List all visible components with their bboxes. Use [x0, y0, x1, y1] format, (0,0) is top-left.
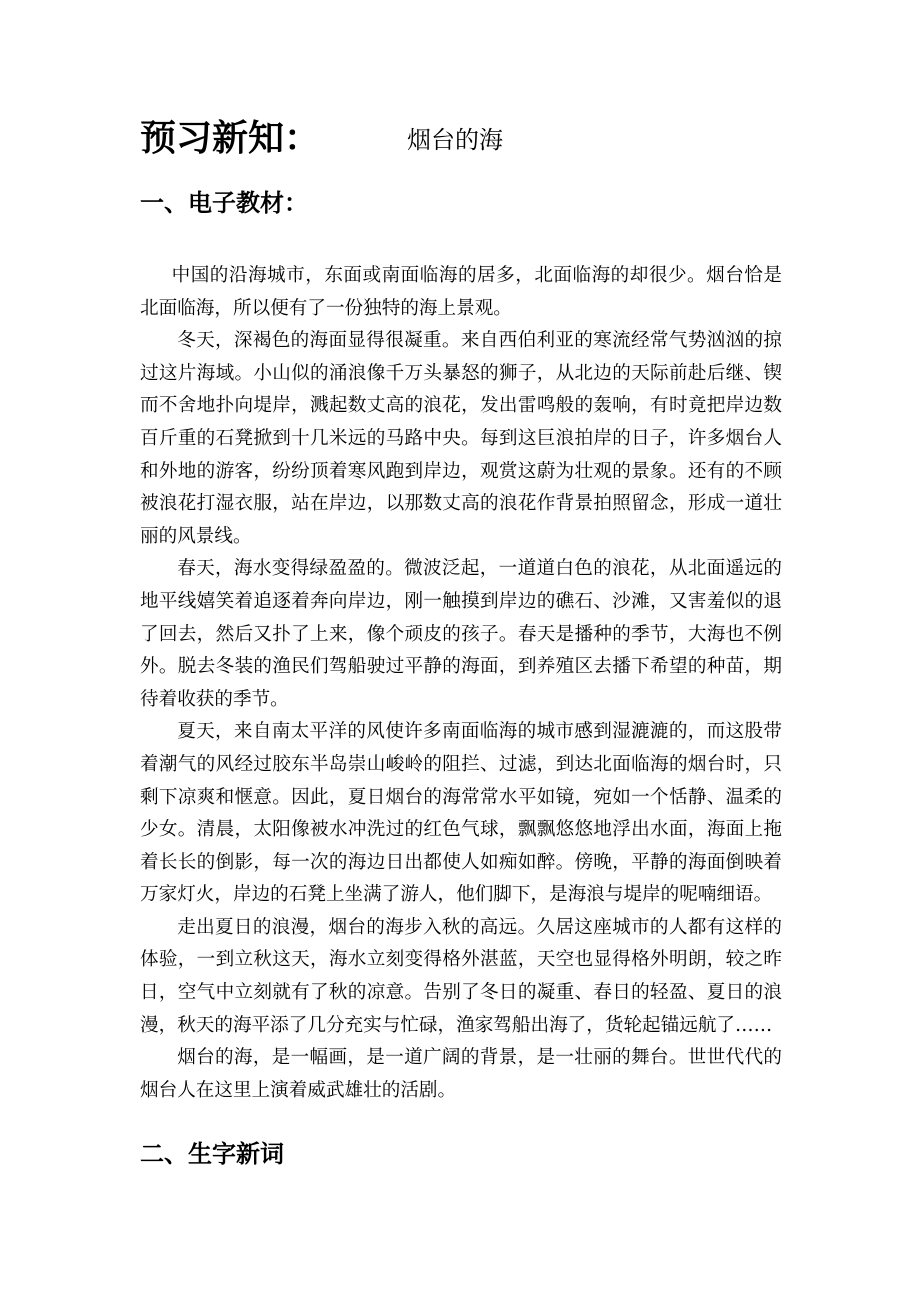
paragraph-intro: 中国的沿海城市，东面或南面临海的居多，北面临海的却很少。烟台恰是北面临海，所以便有了一份独特的海上景观。 — [140, 265, 782, 319]
lesson-title: 烟台的海 — [407, 126, 503, 154]
page-title: 预习新知： — [140, 118, 321, 159]
title-row — [140, 114, 780, 166]
article-body — [140, 260, 782, 1107]
paragraph-conclusion: 烟台的海，是一幅画，是一道广阔的背景，是一壮丽的舞台。世世代代的烟台人在这里上演着威武雄壮的活剧。 — [140, 1047, 782, 1101]
paragraph-autumn: 走出夏日的浪漫，烟台的海步入秋的高远。久居这座城市的人都有这样的体验，一到立秋这天，海水立刻变得格外湛蓝，天空也显得格外明朗，较之昨日，空气中立刻就有了秋的凉意。告别了冬日的凝重、春日的轻盈、夏日的浪漫，秋天的海平添了几分充实与忙碌，渔家驾船出海了，货轮起锚远航了…… — [140, 916, 782, 1036]
paragraph-spring: 春天，海水变得绿盈盈的。微波泛起，一道道白色的浪花，从北面遥远的地平线嬉笑着追逐着奔向岸边，刚一触摸到岸边的礁石、沙滩，又害羞似的退了回去，然后又扑了上来，像个顽皮的孩子。春天是播种的季节，大海也不例外。脱去冬装的渔民们驾船驶过平静的海面，到养殖区去播下希望的种苗，期待着收获的季节。 — [140, 558, 782, 710]
paragraph-winter: 冬天，深褐色的海面显得很凝重。来自西伯利亚的寒流经常气势汹汹的掠过这片海域。小山似的涌浪像千万头暴怒的狮子，从北边的天际前赴后继、锲而不舍地扑向堤岸，溅起数丈高的浪花，发出雷鸣般的轰响，有时竟把岸边数百斤重的石凳掀到十几米远的马路中央。每到这巨浪拍岸的日子，许多烟台人和外地的游客，纷纷顶着寒风跑到岸边，观赏这蔚为壮观的景象。还有的不顾被浪花打湿衣服，站在岸边，以那数丈高的浪花作背景拍照留念，形成一道壮丽的风景线。 — [140, 330, 782, 547]
section-heading-electronic-textbook: 一、电子教材： — [140, 189, 308, 217]
paragraph-summer: 夏天，来自南太平洋的风使许多南面临海的城市感到湿漉漉的，而这股带着潮气的风经过胶东半岛崇山峻岭的阻拦、过滤，到达北面临海的烟台时，只剩下凉爽和惬意。因此，夏日烟台的海常常水平如镜，宛如一个恬静、温柔的少女。清晨，太阳像被水冲洗过的红色气球，飘飘悠悠地浮出水面，海面上拖着长长的倒影，每一次的海边日出都使人如痴如醉。傍晚，平静的海面倒映着万家灯火，岸边的石凳上坐满了游人，他们脚下，是海浪与堤岸的呢喃细语。 — [140, 721, 782, 906]
section-heading-new-words: 二、生字新词 — [140, 1140, 284, 1168]
